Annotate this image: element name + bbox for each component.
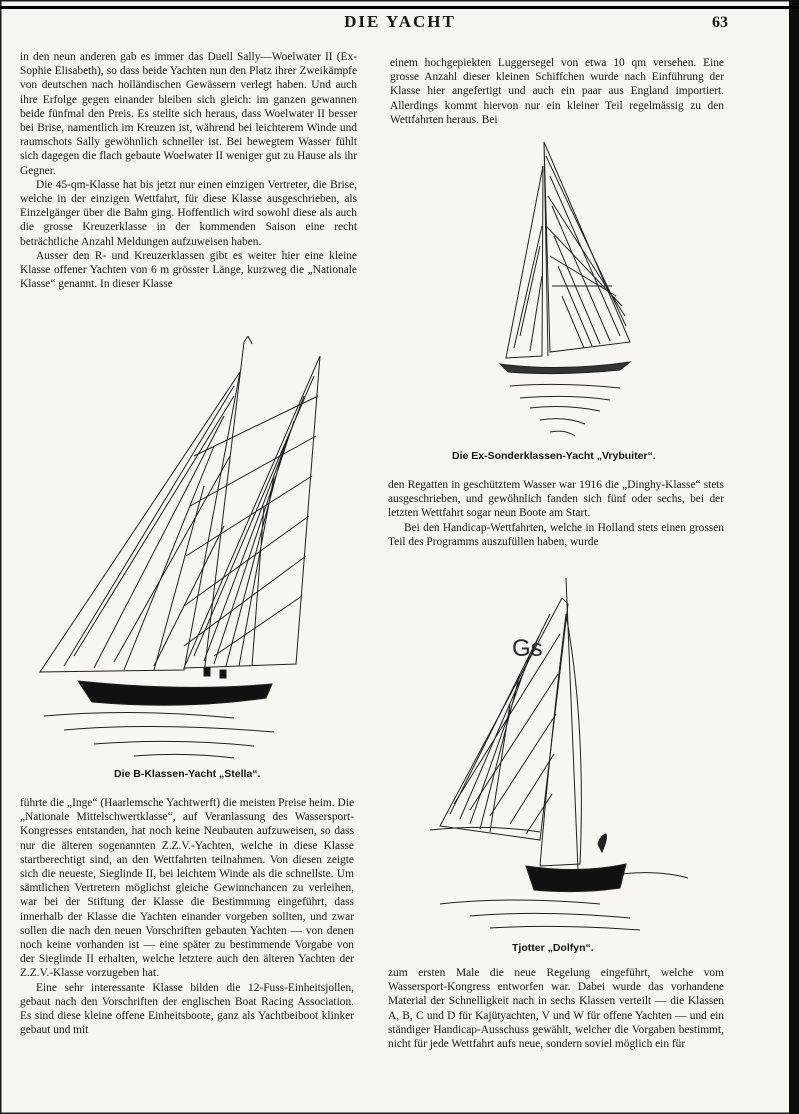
left-column-top — [20, 50, 357, 291]
paragraph: Bei den Handicap-Wettfahrten, welche in Holland stets einen grossen Teil des Programms auszufüllen haben, wurde — [388, 521, 724, 548]
paragraph: Die 45-qm-Klasse hat bis jetzt nur einen einzigen Vertreter, die Brise, welche in der einzigen Wettfahrt, für diese Klasse ausgeschrieben, als Einzelgänger über die Bahn ging. Hoffentlich wird sowohl diese als auch die grosse Kreuzerklasse in der kommenden Saison eine recht beträchtliche Anzahl Meldungen aufzuweisen haben. — [20, 178, 357, 248]
paragraph: Ausser den R- und Kreuzerklassen gibt es weiter hier eine kleine Klasse offener Yachten von 6 m grösster Länge, kurzweg die „Nationale Klasse“ genannt. In dieser Klasse — [20, 249, 357, 291]
dolfyn-illustration — [430, 574, 690, 934]
running-header: DIE YACHT — [344, 12, 456, 31]
paragraph: Eine sehr interessante Klasse bilden die 12-Fuss-Einheitsjollen, gebaut nach den Vorschriften der englischen Boat Racing Association. Es sind diese kleine offene Einheitsboote, ganz als Yachtbeiboot klinker gebaut und mit — [20, 981, 354, 1037]
dolfyn-caption: Tjotter „Dolfyn“. — [512, 942, 594, 954]
stella-illustration — [34, 336, 334, 766]
vrybuiter-illustration — [480, 136, 650, 446]
paragraph: einem hochgepiekten Luggersegel von etwa 10 qm versehen. Eine grosse Anzahl dieser kleinen Schiffchen wurde nach Einführung der Klasse hier angefertigt und auch ein paar aus England importiert. Allerdings kommt hiervon nur ein kleiner Teil regelmässig zu den Wettfahrten heraus. Bei — [390, 57, 724, 126]
paragraph: den Regatten in geschütztem Wasser war 1916 die „Dinghy-Klasse“ stets ausgeschrieben, und gewöhnlich fanden sich fünf oder sechs, bei der letzten Wettfahrt sogar neun Boote am Start. — [388, 479, 724, 520]
page-number: 63 — [712, 14, 728, 31]
right-column-top — [390, 56, 724, 127]
paragraph: führte die „Inge“ (Haarlemsche Yachtwerft) die meisten Preise heim. Die „Nationale Mittelschwertklasse“, auf Veranlassung des Wassersport-Kongresses entstanden, hat noch keine Neubauten aufzuweisen, so dass nur die älteren sogenannten Z.Z.V.-Yachten, welche in diese Klasse startberechtigt sind, an den Wettfahrten teilnahmen. Von diesen zeigte sich die neueste, Sieglinde II, bei leichtem Winde als die schnellste. Um sämtlichen Vertretern möglichst gleiche Gewinnchancen zu verleihen, war bei der Stiftung der Klasse die Bestimmung eingeführt, dass innerhalb der Klasse die Yachten einander vorgeben sollten, und zwar sollen die nach den neuen Vorschriften gebauten Yachten — von denen noch keine vorhanden ist — eine später zu bestimmende Vorgabe von der Sieglinde II erhalten, welche letztere auch den älteren Yachten der Z.Z.V.-Klasse vorzugeben hat. — [20, 797, 354, 980]
left-column-bottom — [20, 796, 354, 1037]
right-column-bottom — [388, 966, 724, 1051]
right-column-middle — [388, 478, 724, 549]
paragraph: zum ersten Male die neue Regelung eingeführt, welche vom Wassersport-Kongress entworfen war. Dabei wurde das vorhandene Material der Schnelligkeit nach in sechs Klassen verteilt — die Klassen A, B, C und D für Kajütyachten, V und W für offene Yachten — und ein ständiger Handicap-Ausschuss gewählt, welcher die Vorgaben bestimmt, nicht für jede Wettfahrt aufs neue, sondern soviel möglich ein für — [388, 967, 724, 1051]
paragraph: in den neun anderen gab es immer das Duell Sally—Woelwater II (Ex-Sophie Elisabeth), so dass beide Yachten nun den Platz ihrer Zweikämpfe von deutschen nach holländischen Gewässern verlegt haben. Und auch ihre Erfolge gegen einander bleiben sich gleich: im ganzen gewannen beide fünfmal den Preis. Es stellte sich heraus, dass Woelwater II besser bei Brise, namentlich im Kreuzen ist, während bei leichterem Winde und raumschots Sally gewöhnlich schneller ist. Bei bewegtem Wasser fühlt sich dagegen die flach gebaute Woelwater II weniger gut zu Hause als ihr Gegner. — [20, 51, 357, 177]
header-rule — [0, 6, 799, 9]
stella-caption: Die B-Klassen-Yacht „Stella“. — [114, 768, 261, 780]
vrybuiter-caption: Die Ex-Sonderklassen-Yacht „Vrybuiter“. — [452, 450, 656, 462]
dolfyn-sail-mark: Gs — [512, 635, 543, 662]
